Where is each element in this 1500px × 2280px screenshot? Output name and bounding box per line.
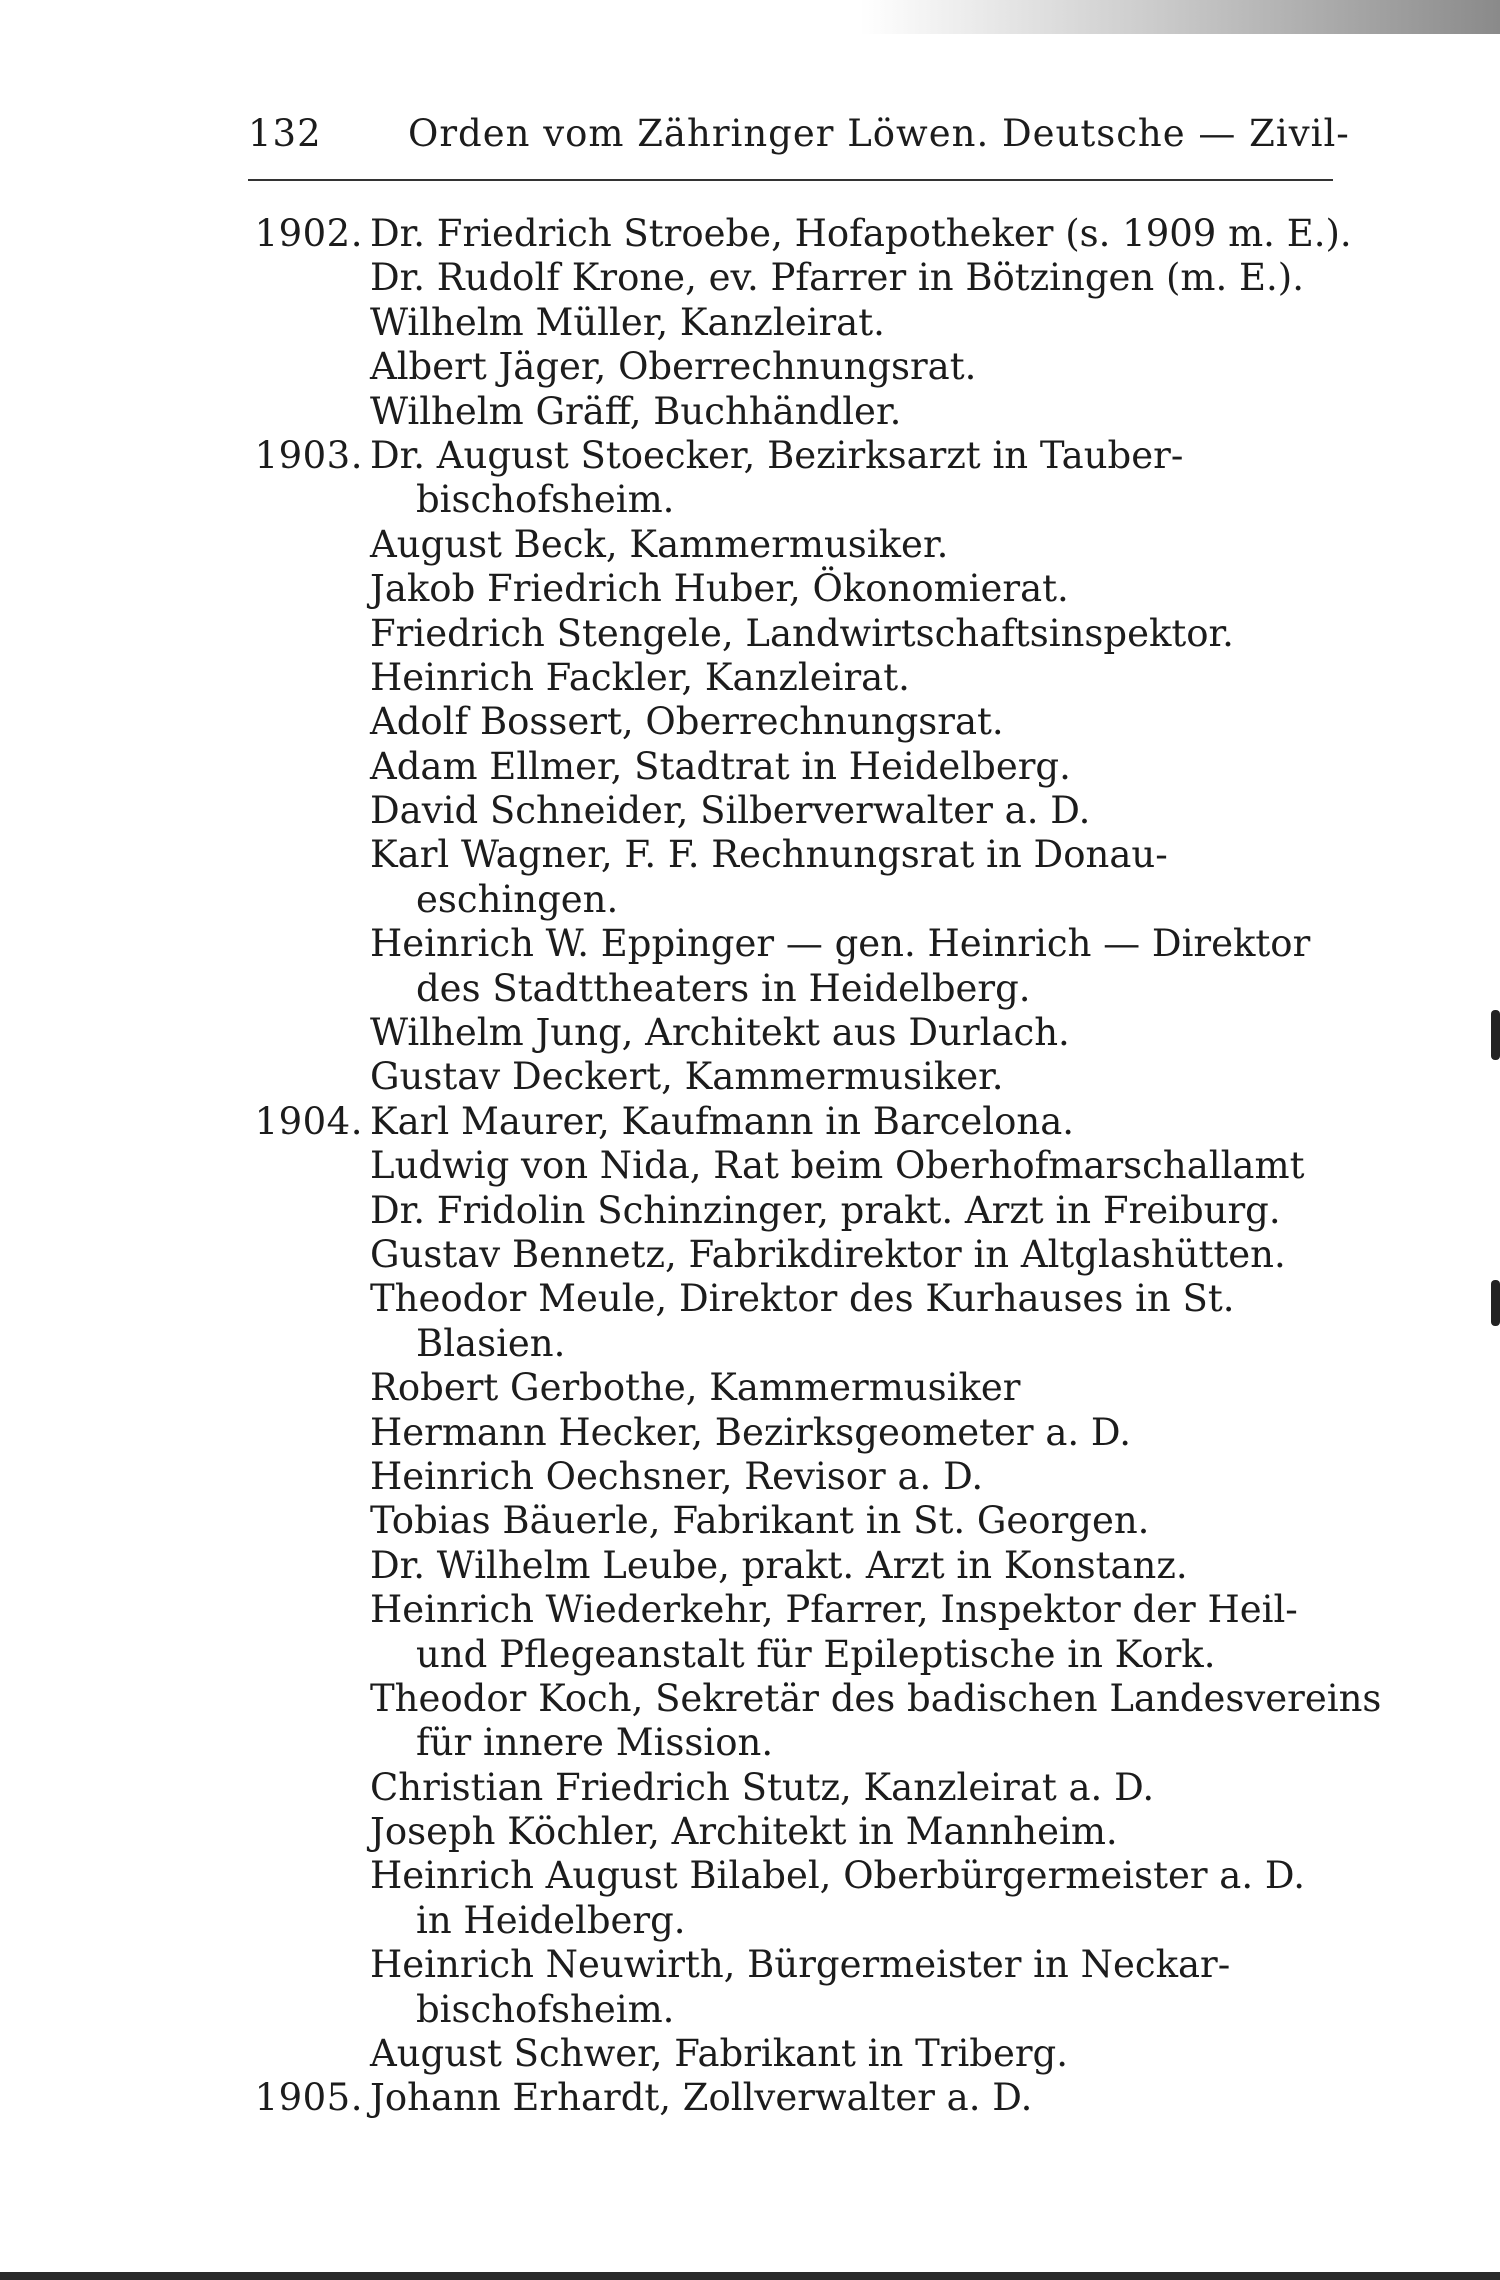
entry-continuation-line: für innere Mission. <box>416 1721 774 1765</box>
entry-line: Jakob Friedrich Huber, Ökonomierat. <box>370 567 1069 611</box>
scan-edge-shadow <box>860 0 1500 34</box>
entry-line: Adam Ellmer, Stadtrat in Heidelberg. <box>370 744 1071 788</box>
entry-line: Dr. Fridolin Schinzinger, prakt. Arzt in Freiburg. <box>370 1188 1281 1232</box>
entry-line: Gustav Deckert, Kammermusiker. <box>370 1055 1004 1099</box>
entry-line: Albert Jäger, Oberrechnungsrat. <box>370 345 977 389</box>
entry-continuation-line: bischofsheim. <box>416 478 675 522</box>
entry-line: Ludwig von Nida, Rat beim Oberhofmarschallamt <box>370 1144 1305 1188</box>
entry-line: Dr. Wilhelm Leube, prakt. Arzt in Konstanz. <box>370 1543 1188 1587</box>
year-label: 1905. <box>254 2076 363 2120</box>
scan-edge-mark <box>1491 1010 1500 1060</box>
year-block <box>238 1099 1382 2077</box>
year-block <box>238 212 1352 434</box>
entry-line: Heinrich W. Eppinger — gen. Heinrich — Direktor <box>370 922 1311 966</box>
entry-line: Heinrich Oechsner, Revisor a. D. <box>370 1454 984 1498</box>
scan-edge-mark <box>1491 1280 1500 1326</box>
entry-line: Theodor Meule, Direktor des Kurhauses in St. <box>370 1277 1235 1321</box>
entry-line: Wilhelm Jung, Architekt aus Durlach. <box>370 1011 1070 1055</box>
entry-line: August Schwer, Fabrikant in Triberg. <box>370 2032 1068 2076</box>
entry-continuation-line: und Pflegeanstalt für Epileptische in Kork. <box>416 1632 1216 1676</box>
entry-line: Adolf Bossert, Oberrechnungsrat. <box>370 700 1004 744</box>
entry-continuation-line: eschingen. <box>416 877 619 921</box>
entry-line: Johann Erhardt, Zollverwalter a. D. <box>370 2076 1033 2120</box>
scan-bottom-edge <box>0 2272 1500 2280</box>
entry-line: August Beck, Kammermusiker. <box>370 522 949 566</box>
entry-line: Wilhelm Müller, Kanzleirat. <box>370 300 885 344</box>
year-block <box>238 434 1338 1100</box>
header-rule <box>248 179 1333 181</box>
entry-line: Dr. August Stoecker, Bezirksarzt in Tauber- <box>370 433 1184 477</box>
entry-line: Friedrich Stengele, Landwirtschaftsinspektor. <box>370 611 1234 655</box>
entry-line: Hermann Hecker, Bezirksgeometer a. D. <box>370 1410 1132 1454</box>
entry-line: Dr. Friedrich Stroebe, Hofapotheker (s. 1909 m. E.). <box>370 212 1352 255</box>
page-number: 132 <box>248 112 322 155</box>
year-label: 1902. <box>254 212 363 255</box>
page-header <box>248 112 1350 164</box>
honors-list <box>238 212 1382 2121</box>
year-block <box>238 2076 1338 2120</box>
entry-line: Karl Maurer, Kaufmann in Barcelona. <box>370 1099 1075 1143</box>
entry-line: Robert Gerbothe, Kammermusiker <box>370 1366 1021 1410</box>
entry-line: Joseph Köchler, Architekt in Mannheim. <box>370 1810 1118 1854</box>
entry-line: Heinrich Wiederkehr, Pfarrer, Inspektor der Heil- <box>370 1588 1298 1632</box>
entry-line: Dr. Rudolf Krone, ev. Pfarrer in Bötzingen (m. E.). <box>370 256 1304 300</box>
year-label: 1903. <box>254 433 363 477</box>
entry-continuation-line: bischofsheim. <box>416 1987 675 2031</box>
entry-line: Theodor Koch, Sekretär des badischen Landesvereins <box>370 1676 1382 1720</box>
entry-line: David Schneider, Silberverwalter a. D. <box>370 789 1091 833</box>
entry-continuation-line: des Stadttheaters in Heidelberg. <box>416 966 1031 1010</box>
entry-line: Gustav Bennetz, Fabrikdirektor in Altglashütten. <box>370 1232 1286 1276</box>
entry-continuation-line: in Heidelberg. <box>416 1898 686 1942</box>
entry-line: Wilhelm Gräff, Buchhändler. <box>370 389 902 433</box>
entry-line: Heinrich August Bilabel, Oberbürgermeister a. D. <box>370 1854 1305 1898</box>
entry-line: Heinrich Fackler, Kanzleirat. <box>370 655 910 699</box>
entry-line: Tobias Bäuerle, Fabrikant in St. Georgen. <box>370 1499 1150 1543</box>
entry-line: Christian Friedrich Stutz, Kanzleirat a. D. <box>370 1765 1155 1809</box>
year-label: 1904. <box>254 1099 363 1143</box>
entry-line: Heinrich Neuwirth, Bürgermeister in Neckar- <box>370 1943 1231 1987</box>
running-title: Orden vom Zähringer Löwen. Deutsche — Zivil- <box>408 112 1350 155</box>
entry-line: Karl Wagner, F. F. Rechnungsrat in Donau- <box>370 833 1168 877</box>
entry-continuation-line: Blasien. <box>416 1321 566 1365</box>
